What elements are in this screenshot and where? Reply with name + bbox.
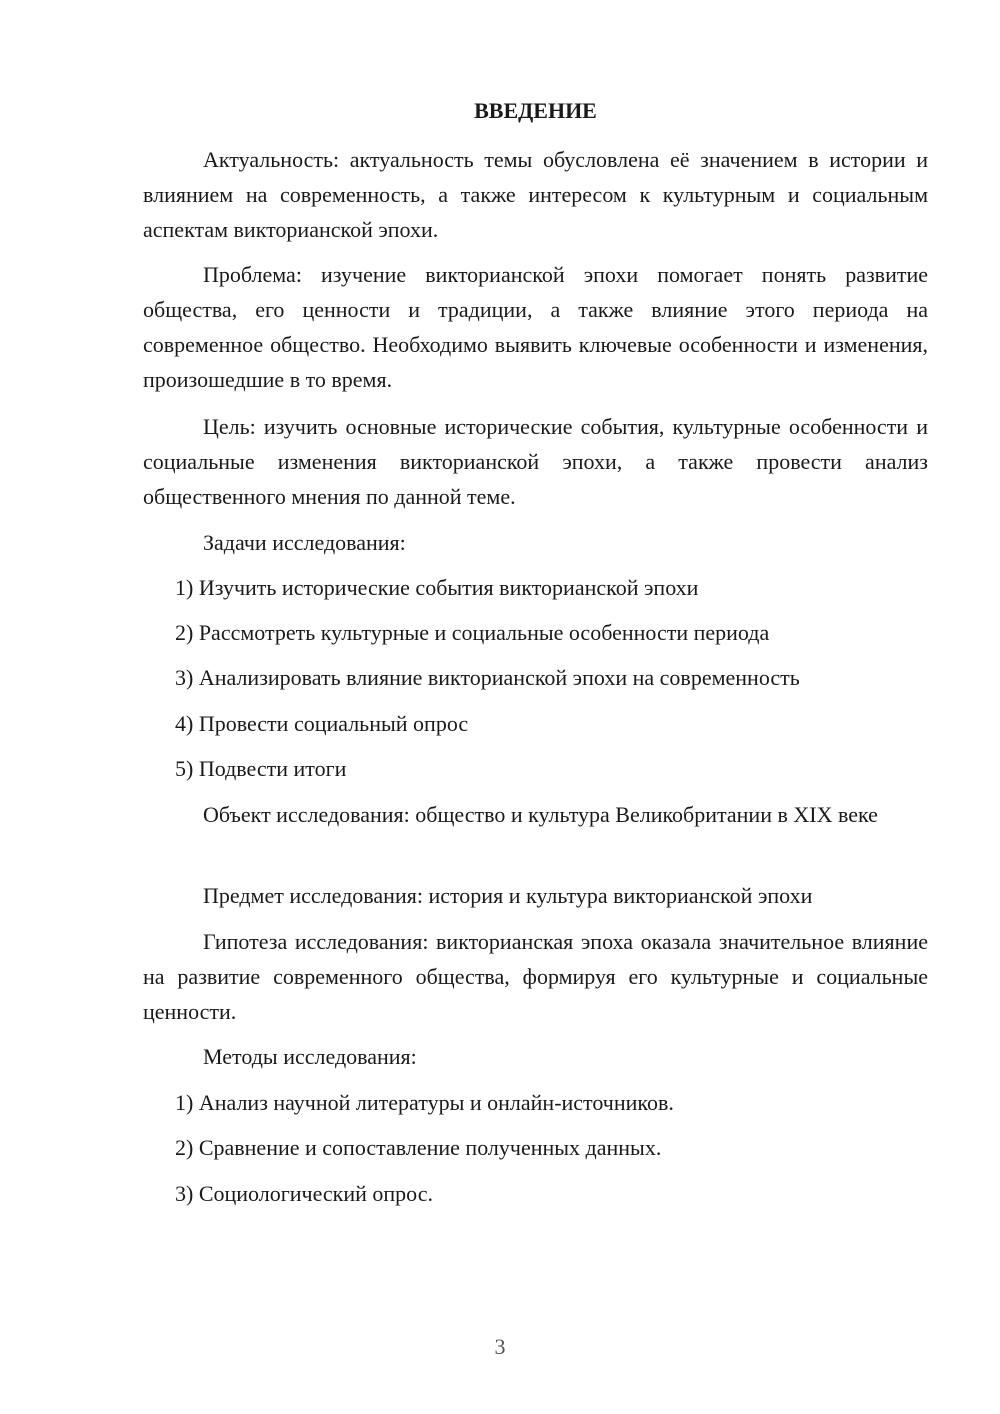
goal-paragraph: Цель: изучить основные исторические события, культурные особенности и социальные изменения викторианской эпохи, а также провести анализ общественного мнения по данной теме. [143,414,928,509]
methods-heading: Методы исследования: [203,1044,417,1069]
task-item: 2) Рассмотреть культурные и социальные особенности периода [175,620,770,645]
method-item: 1) Анализ научной литературы и онлайн-источников. [175,1090,674,1115]
task-item: 3) Анализировать влияние викторианской эпохи на современность [175,665,800,690]
page-number: 3 [494,1334,506,1359]
problem-paragraph: Проблема: изучение викторианской эпохи помогает понять развитие общества, его ценности и традиции, а также влияние этого периода на современное общество. Необходимо выявить ключевые особенности и изменения, произошедшие в то время. [143,262,928,392]
task-item: 4) Провести социальный опрос [175,711,469,736]
task-item: 5) Подвести итоги [175,756,347,781]
subject-paragraph: Предмет исследования: история и культура викторианской эпохи [203,883,813,908]
task-item: 1) Изучить исторические события викторианской эпохи [175,575,699,600]
relevance-paragraph: Актуальность: актуальность темы обусловлена её значением в истории и влиянием на современность, а также интересом к культурным и социальным аспектам викторианской эпохи. [143,147,928,242]
object-paragraph: Объект исследования: общество и культура Великобритании в XIX веке [203,802,878,827]
method-item: 2) Сравнение и сопоставление полученных данных. [175,1135,662,1160]
hypothesis-paragraph: Гипотеза исследования: викторианская эпоха оказала значительное влияние на развитие современного общества, формируя его культурные и социальные ценности. [143,929,928,1024]
page-title: ВВЕДЕНИЕ [474,98,597,123]
tasks-heading: Задачи исследования: [203,530,406,555]
method-item: 3) Социологический опрос. [175,1181,433,1206]
